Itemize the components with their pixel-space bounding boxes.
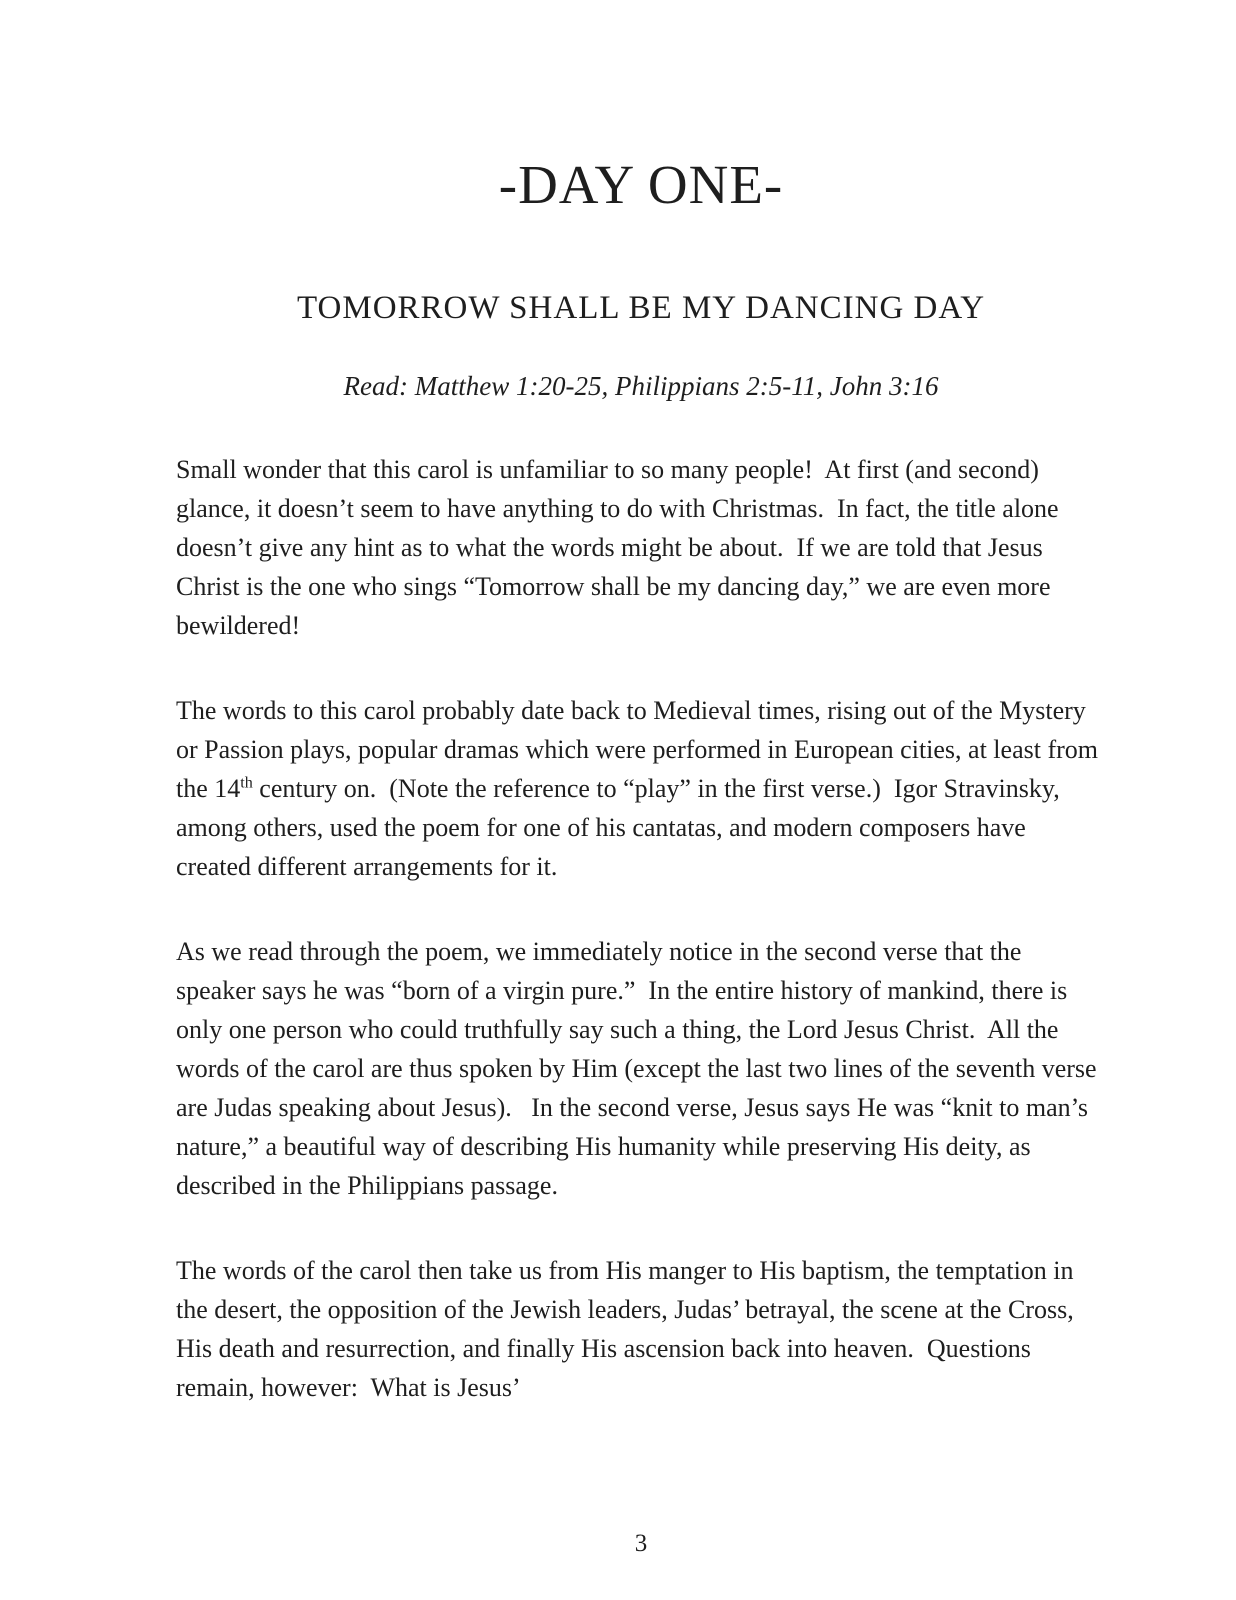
scripture-reading: Read: Matthew 1:20-25, Philippians 2:5-11, John 3:16 [343, 371, 939, 402]
carol-title: TOMORROW SHALL BE MY DANCING DAY [296, 290, 986, 326]
document-content [176, 152, 1106, 1407]
body-paragraphs [176, 450, 1106, 1407]
paragraph: As we read through the poem, we immediately notice in the second verse that the speaker says he was “born of a virgin pure.” In the entire history of mankind, there is only one person who could truthfully say such a thing, the Lord Jesus Christ. All the words of the carol are thus spoken by Him (except the last two lines of the seventh verse are Judas speaking about Jesus). In the second verse, Jesus says He was “knit to man’s nature,” a beautiful way of describing His humanity while preserving His deity, as described in the Philippians passage. [176, 937, 1104, 1201]
paragraph: Small wonder that this carol is unfamiliar to so many people! At first (and second) glance, it doesn’t seem to have anything to do with Christmas. In fact, the title alone doesn’t give any hint as to what the words might be about. If we are told that Jesus Christ is the one who sings “Tomorrow shall be my dancing day,” we are even more bewildered! [176, 455, 1066, 641]
chapter-title: -DAY ONE- [498, 154, 784, 215]
paragraph: The words of the carol then take us from His manger to His baptism, the temptation in the desert, the opposition of the Jewish leaders, Judas’ betrayal, the scene at the Cross, His death and resurrection, and finally His ascension back into heaven. Questions remain, however: What is Jesus’ [176, 1256, 1081, 1403]
paragraph: The words to this carol probably date back to Medieval times, rising out of the Mystery or Passion plays, popular dramas which were performed in European cities, at least from the 14th century on. (Note the reference to “play” in the first verse.) Igor Stravinsky, among others, used the poem for one of his cantatas, and modern composers have created different arrangements for it. [176, 696, 1105, 882]
superscript-ordinal: th [240, 774, 253, 792]
page-number: 3 [634, 1530, 648, 1557]
